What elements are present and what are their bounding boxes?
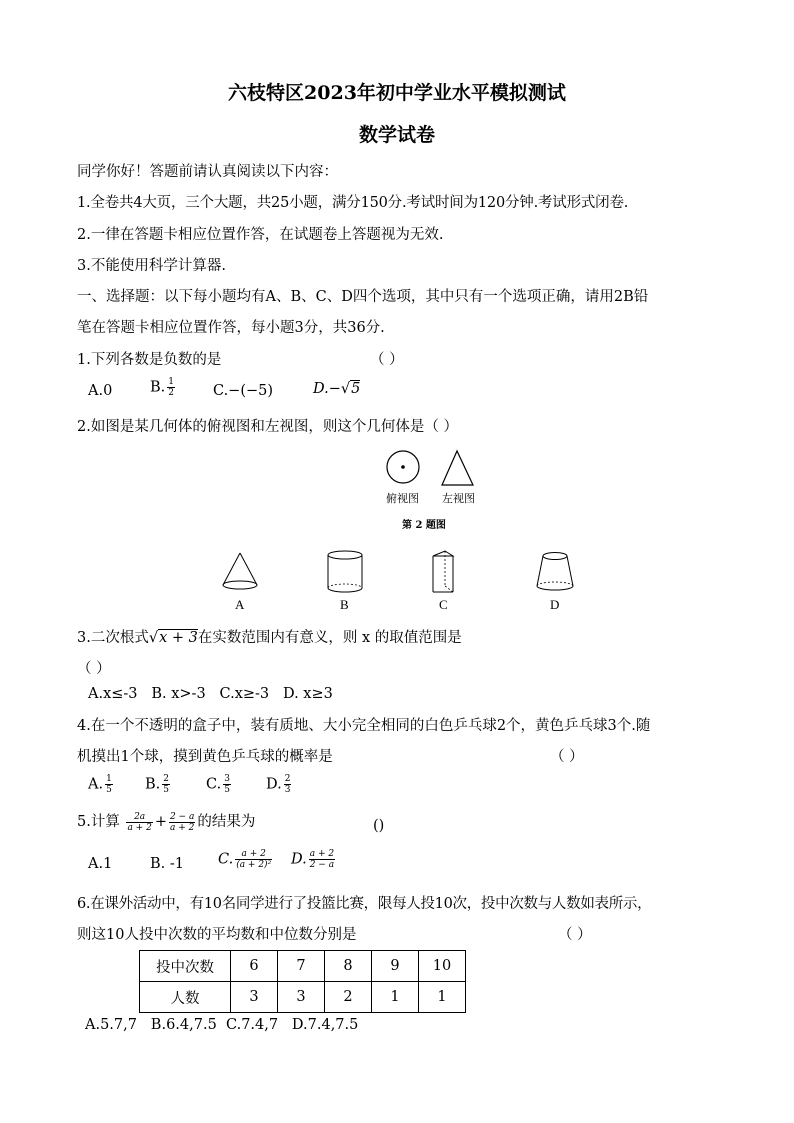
intro-greeting: 同学你好！答题前请认真阅读以下内容：: [77, 164, 338, 180]
q4-stem-line-1: 4.在一个不透明的盒子中，装有质地、大小完全相同的白色乒乓球2个，黄色乒乓球3个.随: [77, 718, 651, 734]
q2-figure-caption: 第 2 题图: [402, 520, 446, 531]
q4-option-c: C. $\frac{3}{5}$: [206, 774, 230, 795]
q4-stem-line-2: 机摸出1个球，摸到黄色乒乓球的概率是: [77, 749, 333, 765]
q3-stem: 3.二次根式√x + 3在实数范围内有意义，则 x 的取值范围是: [77, 630, 462, 646]
cylinder-shape: [328, 551, 362, 592]
table-header-cell: 投中次数: [140, 951, 231, 982]
q2-option-a-label: A: [235, 597, 245, 612]
q4-option-d: D. $\frac{2}{3}$: [266, 774, 291, 795]
section1-line-2: 笔在答题卡相应位置作答，每小题3分，共36分.: [77, 320, 385, 336]
frustum-shape: [537, 553, 573, 591]
cone-shape: [223, 553, 257, 589]
q6-stem-line-2: 则这10人投中次数的平均数和中位数分别是: [77, 927, 357, 943]
q1-option-b: B. $\frac{1}{2}$: [150, 377, 174, 398]
q5-option-c: C. $\frac{a + 2}{\text{(a + 2)²}}$: [218, 849, 272, 870]
q2-stem: 2.如图是某几何体的俯视图和左视图，则这个几何体是（ ）: [77, 419, 458, 435]
q1-option-d: D.−√5: [313, 381, 361, 397]
q5-option-a: A.1: [88, 856, 113, 872]
q4-option-b: B. $\frac{2}{5}$: [145, 774, 169, 795]
q1-stem: 1.下列各数是负数的是: [77, 352, 222, 368]
top-view-label: 俯视图: [386, 492, 419, 505]
q3-options: A.x≤-3 B. x>-3 C.x≥-3 D. x≥3: [88, 686, 333, 702]
left-view-triangle: [442, 451, 473, 485]
q4-option-a: A. $\frac{1}{5}$: [88, 774, 112, 795]
table-row: [140, 951, 466, 982]
q6-data-table: [139, 950, 466, 1013]
page-title: 六枝特区2023年初中学业水平模拟测试: [228, 82, 566, 104]
q5-answer-paren: (): [373, 818, 385, 834]
intro-rule-2: 2.一律在答题卡相应位置作答，在试题卷上答题视为无效.: [77, 227, 444, 243]
q5-option-d: D. $\frac{a + 2}{2 - a}$: [291, 849, 335, 870]
q2-option-b-label: B: [340, 597, 349, 612]
q4-answer-paren: （ ）: [550, 749, 584, 765]
q1-option-c: C.−(−5): [213, 383, 274, 399]
left-view-label: 左视图: [442, 492, 475, 505]
q3-answer-paren: （ ）: [77, 661, 111, 677]
table-cell: 9: [372, 951, 419, 982]
q2-option-solids: [215, 548, 585, 598]
table-cell: 1: [419, 982, 466, 1013]
q6-answer-paren: （ ）: [558, 927, 592, 943]
q1-option-a: A.0: [88, 383, 113, 399]
table-cell: 3: [278, 982, 325, 1013]
section1-line-1: 一、选择题：以下每小题均有A、B、C、D四个选项，其中只有一个选项正确，请用2B铅: [77, 289, 649, 305]
page-subtitle: 数学试卷: [358, 124, 435, 146]
table-row: [140, 982, 466, 1013]
q6-stem-line-1: 6.在课外活动中，有10名同学进行了投篮比赛，限每人投10次，投中次数与人数如表所示，: [77, 896, 652, 912]
table-header-cell: 人数: [140, 982, 231, 1013]
intro-rule-1: 1.全卷共4大页，三个大题，共25小题，满分150分.考试时间为120分钟.考试形式闭卷.: [77, 195, 629, 211]
q5-stem: 5.计算 $\frac{2a}{a + 2}$ + $\frac{2 - a}{a + 2}$ 的结果为: [77, 811, 256, 833]
q2-option-d-label: D: [550, 597, 560, 612]
table-cell: 1: [372, 982, 419, 1013]
table-cell: 10: [419, 951, 466, 982]
table-cell: 2: [325, 982, 372, 1013]
triangular-prism-shape: [433, 551, 453, 592]
table-cell: 8: [325, 951, 372, 982]
q5-option-b: B. -1: [150, 856, 184, 872]
top-view-center-dot: [401, 465, 405, 469]
intro-rule-3: 3.不能使用科学计算器.: [77, 258, 226, 274]
q6-options: A.5.7,7 B.6.4,7.5 C.7.4,7 D.7.4,7.5: [85, 1017, 359, 1033]
table-cell: 7: [278, 951, 325, 982]
table-cell: 3: [231, 982, 278, 1013]
q1-answer-paren: （ ）: [370, 352, 404, 368]
q2-option-c-label: C: [439, 597, 448, 612]
table-cell: 6: [231, 951, 278, 982]
